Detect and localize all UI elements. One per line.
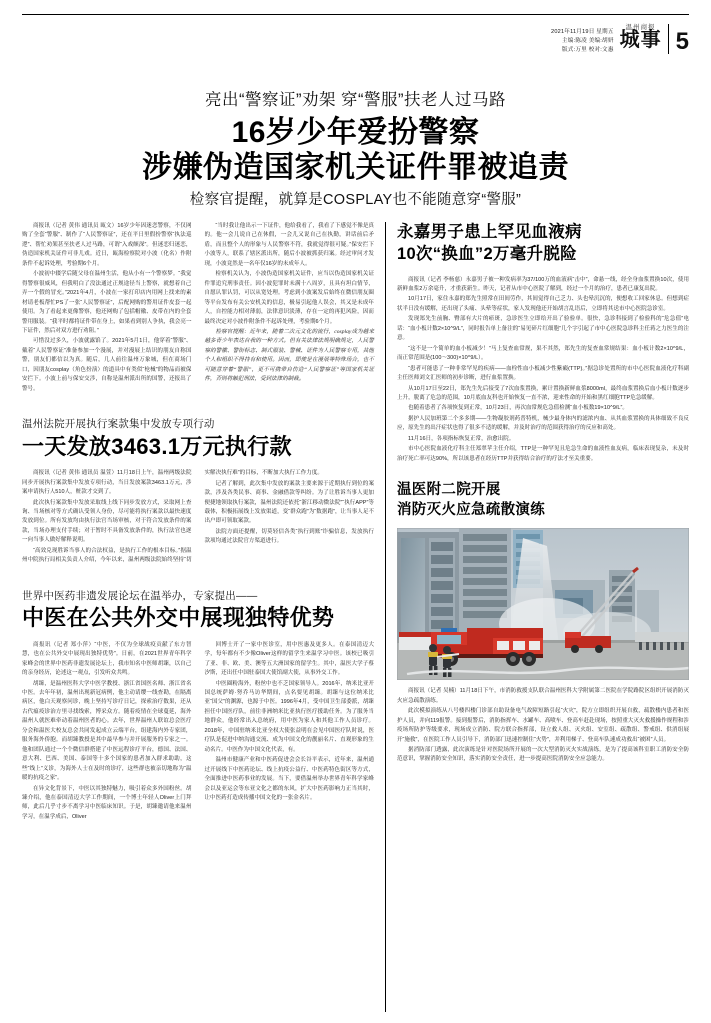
court-article (22, 418, 374, 566)
paragraph: 据护人民加班第二个多多期——生物凝胶剂药普特机，械少最身体内的滤浓内血、从其血浆置换的具体细致不良反应，原先生的出汗症状也得了很多不适的缓解，并及时治疗的范围获得治疗的反应和高处。 (397, 415, 689, 432)
paragraph: 回博士开了一家中医诊室，用中医惠及更多人。在泰国清迈大学，每年都有不少像Oliver这样的留学生来温学习中医。该校已吸引了亚、非、欧、美、澳等五大洲国家的留学生。其中，温医大学子蔡汐斯，还出任中国驻泰国大使馆副大使，从事外交工作。 (204, 641, 374, 677)
paragraph: 从10月17日至22日，郑先生先后接受了7次血浆置换，累计置换新鲜血浆8000ml，最终血浆置换后血小板计数逐步上升，脱离了危急的范围，10月底血友科也开始恢复一直不浓，迎来性命的开始和黑红细胞TTP危急缓解。 (397, 385, 689, 401)
masthead-section: 城事 (619, 29, 662, 51)
paragraph: 法院方面还提醒，切莫轻信各类“执行到账”诈骗信息，发放执行款项均通过法院官方渠道进行。 (204, 528, 374, 545)
paragraph: “高效兑现胜诉当事人的合法权益，是执行工作的根本目标。”据温州中院执行局相关负责人介绍，今年以来，温州两级法院始终坚持“切实解决执行难”的目标，不断加大执行工作力度。 (22, 470, 323, 564)
paragraph-prosecutor-note: 检察官提醒：近年来，随着二次元文化的流行，cosplay成为越来越多青少年表达自我的一种方式。但有关法律法规明确规定，人民警察的警徽、警衔标志、制式服装、警械、证件为人民警察专用，其他个人和组织不得持有和使用。因而，即使是在漫展等特殊场合，也不可随意穿着“警服”，更不可携带自仿造“人民警察证”等国家机关证件，否则将触犯刑法，受到法律的制裁。 (204, 328, 374, 383)
blood-article (397, 222, 689, 464)
column-divider (385, 222, 386, 1012)
paragraph: 11月16日，各项指标恢复正常，治愈出院。 (408, 435, 515, 442)
masthead-brand-block (620, 22, 668, 51)
paragraph: 商报讯（记者 郑小萍）“中医，不仅为全球战疫贡献了东方智慧，也在公共外交中展现出独特优势”。日前，在2021世界青年科学家峰会的世界中医药非遗发展论坛上，我市知名中医师胡臻，以自己的亲身经历，论述这一观点，引发听众共鸣。 (22, 641, 192, 677)
paragraph: 胡臻，是温州医科大学中医学教授、浙江省国医名师、浙江省名中医。去年年初，温州出现新冠病例，他主动请缨一线查勘，在隔离病区，他白天观察问诊，晚上坚持写诊疗日记，探索治疗数果，还从古代瘟疫诊治方里寻找线索，博采众方。随着疫情在全球蔓延，海外温州人就医难牵动着温州医者的心。去年，世界温州人联谊总会医疗分会和温医大校友总会共同发起成立云端平台，组建海内外专家团，服务海外侨胞。而胡臻教授是其中最早参与并开展服务的专家之一。他和团队通过一个个微信群搭建了中医远程诊疗平台，德国、法国、意大利、巴西、美国、泰国等十多个国家的患者加入群求助助，这些“线上”义诊，为海外人士在及时的诊疗，这些群也被亲切地称为“温暖的抗疫之家”。 (22, 680, 192, 782)
masthead-separator (668, 24, 669, 54)
lead-subline: 检察官提醒，就算是COSPLAY也不能随意穿“警服” (189, 192, 522, 209)
masthead-editor: 主编:陈凌 美编:胡妍 (562, 38, 614, 45)
paragraph: 10月17日，家住永嘉的郑先生照常在田间劳作，其间觉得自己乏力、头也晕沉沉的，便想收工回家休息。但想到症状半日没有缓解，还出现了头痛、头晕等症状，家人发现他还开始胡言乱语后，立即将其送市中心医院急诊室。 (397, 296, 689, 312)
lead-headline-line2: 涉嫌伪造国家机关证件罪被追责 (142, 151, 569, 185)
paragraph: 小波初中辍学后随父母在温州生活，他从小有一个警察梦。“我觉得警察很威风，但我明白了没法通过正规途径当上警察，就想着自己弄一个假的冒充。”2021年4月，小波在一家打印店内用网上找来的素材请老板帮忙PS了一张“人民警察证”，后配网购的警用证件皮套一起使用。为了看起来更像警察，他还网购了包括帽徽、皮带在内的全套警用服装。“我平时都将证件带在身上，如果看到别人争执，我会亮一下证件，然后对双方进行劝阻。” (22, 271, 192, 334)
paragraph: “这不是一个简单的血小板减少！”马上复查血常规，果不其然，郑先生的复查血常规结果：血小板计数2×10^9/L，而正常范围是(100～300)×10^9/L）。 (397, 345, 689, 362)
left-column (22, 222, 374, 1012)
body-area (22, 222, 689, 1012)
page-number: 5 (675, 28, 689, 55)
paragraph: 商报讯（记者 李杨慈）永嘉男子被一种发病率为37/100万的血液病“击中”，命悬一线，经全身血浆置换10次，使用新鲜血浆2万余毫升，才重获新生。昨天，记者从市中心医院了解到，经过一个月的治疗，患者已康复出院。 (397, 276, 689, 292)
paragraph: 记者了解到，此次集中发放的案款主要来源于近期执行到位的案款，涉及各类民事、商事、金融借款等纠纷。为了让胜诉当事人更加便捷地领取执行案款，温州法院还依托“浙江移动微法院”“执行APP”等载体，积极拓展线上发放渠道，变“群众跑”为“数据跑”，让当事人足不出户即可领取案款。 (204, 480, 374, 525)
blood-title-line1: 永嘉男子患上罕见血液病 (397, 223, 582, 241)
court-kicker: 温州法院开展执行案款集中发放专项行动 (22, 418, 215, 431)
paragraph: 此次执行案款集中发放采取线上线下同步发放方式，采取网上查询、当场核对等方式确认受领人身份，尽可能将执行案款以最快速度发放到位。所有发放均由执行法官当场审核，对于符合发放条件的案款，当场办理支付手续；对于暂时不具备发放条件的，执行法官也逐一向当事人做好解释说明。 (22, 499, 192, 544)
fire-drill-photo (397, 528, 689, 680)
masthead-credits (551, 22, 620, 56)
blood-title-line2: 10次“换血”2万毫升脱险 (397, 244, 577, 263)
paragraph: 检察机关认为，小波伪造国家机关证件，应当以伪造国家机关证件罪追究刑事责任。因小波犯罪时未满十八周岁，且具有坦白情节，自愿认罪认罚，可以从宽处理。考虑到小波案发后始终在微信朋友圈等平台发布有关公安机关的信息，极易引起他人误会，其又是未成年人，自控能力相对薄弱，法律意识淡薄，存在一定的再犯风险，因而最终决定对小波作附条件不起诉处理，考验期6个月。 (204, 271, 374, 325)
blood-title (397, 222, 689, 266)
paragraph: 商报讯（记者 吴楠）11月18日下午，市消防救援支队联合温州医科大学附属第二医院在学院路院区组织开展消防灭火应急疏散演练。 (397, 688, 689, 704)
spacer (22, 394, 374, 418)
paragraph: 商报讯（记者 黄伟 通讯员 瓯文）16岁少年因迷恋警察，不仅网购了全套“警服”、制作了“人民警察证”，还在平日里假扮警察“执法巡逻”、帮忙劝架甚至扶老人过马路，可谓“入戏颇深”。但迷恋归迷恋，伪造国家机关证件可非儿戏。近日，瓯海检察院对小波（化名）作附条件不起诉处理，考验期6个月。 (22, 223, 192, 267)
masthead-brand: 温州商报 (625, 24, 656, 31)
paragraph: 在异文化背景下，中医以其独特魅力，吸引着众多外国粉丝。胡臻介绍，他在泰国清迈大学工作期间，一个博士年轻人Oliver上门拜师，此后几乎寸步不离学习中医临床知识。于是，胡臻邀请他来温州学习，在温学成后，Oliver (22, 785, 192, 820)
lead-article-body (22, 222, 374, 394)
spacer (22, 566, 374, 590)
paragraph: 可惜没过多久，小波就露馅了。2021年5月1日，他穿着“警服”、戴着“人民警察证”准备参加一个漫展，并对漫展上结识的朋友自称国警，朋友们都信以为真。随后，几人前往温州万象城，但在商场门口，因朋友cosplay（角色扮演）的道具中有类似“枪械”的物品而被保安拦下。小波上前与保安交涉，自称是温州派出所的国警，还报出了警号。 (22, 338, 192, 392)
tcm-article-body (22, 641, 374, 823)
lead-kicker: 亮出“警察证”劝架 穿“警服”扶老人过马路 (204, 91, 507, 109)
fire-article (397, 481, 689, 765)
paragraph: 此次模拟演练从八号楼四楼门诊部自助设备电气故障短路引起“火灾”，院方立即组织开展自救，疏散楼内患者和医护人员，并向119报警。接到报警后，消防指挥车、水罐车、高喷车、登高车赶赴现场，按照重大灭火救援操作规程和涉疫场所防护等级要求，现场成立消防、院方联合指挥部，设立救人组、灭火组、安室组、疏散组、警戒组、供消组展开“施救”，在医院工作人员引导下，消防部门迅速控制住“火势”，并利用梯子、登高车队速成功救出“被困”人员。 (397, 708, 689, 743)
masthead-date: 2021年11月19日 星期五 (551, 29, 614, 35)
paragraph: 发现郑先生前胸、臀部有大片的瘀斑，急诊医生立即给开出了验验单。很快，急诊科接到了检验科的“危急值”电话：“血小板计数2×10^9/L”，同时报告单上备注的“易见碎片红细胞”几个字引起了市中心医院急诊科主任蒋之力医生的注意。 (397, 316, 689, 342)
lead-headline-line1: 16岁少年爱扮警察 (231, 115, 480, 149)
paragraph: 据消防部门透露，此次演练是针对医院场所开展的一次大型消防灭火实战演练，是为了提高该科室职工消防安全防范意识，掌握消防安全知识，落实消防安全责任，进一步提高医院消防安全应急能力。 (397, 746, 689, 763)
tcm-article (22, 590, 374, 823)
fire-title-line2: 消防灭火应急疏散演练 (397, 501, 545, 518)
paragraph: 市中心医院血液化疗科主任郑翠苹主任介绍，TTP是一种罕见且危急生命的血液性血友病，临床表现复杂，未及时治疗死亡率可达90%，所以该患者在经历TTP并获得结合治疗的疗法才至关重要。 (397, 446, 689, 462)
top-rule-divider (22, 14, 689, 15)
lead-headline-block (22, 90, 689, 209)
paragraph: “患者可能患了一种非常罕见的疾病——血栓性血小板减少性紫癜(TTP)。”据急诊处置所的市中心医院血液化疗科副主任医师刘文汇医师的初步诊断，进行血浆置换。 (397, 365, 689, 382)
blood-article-body (397, 276, 689, 465)
paragraph: 商报讯（记者 黄伟 通讯员 温萱）11月18日上午，温州两级法院同步开展执行案款集中发放专项行动，当日发放案款3463.1万元，涉案申请执行人510人，赃款才交到了。 (22, 470, 192, 496)
court-title: 一天发放3463.1万元执行款 (22, 433, 292, 459)
paragraph: 温州市健康产业和中医药促进会会长谷平表示，近年来，温州通过开展线下中医药论坛、线上抗疫公益行、中医药特色街区等方式，全面推进中医药事业的发展。当下，要借温州举办世界青年科学家峰会以及亚运会等东亚文化之都的东风，扩大中医药影响力正当其时，让中医药打造成传播中国文化的一张金名片。 (204, 757, 374, 801)
masthead (551, 22, 689, 56)
right-column (397, 222, 689, 1012)
masthead-layout: 版式:万里 校对:文惠 (562, 47, 614, 54)
fire-article-body (397, 687, 689, 765)
fire-drill-photo-graphic (397, 528, 689, 680)
tcm-title: 中医在公共外交中展现独特优势 (22, 605, 335, 631)
paragraph: 中医圈粉海外，粉丝中也不乏国家领导人。2016年，纳米比亚开国总统萨姆·努乔马访华期间，点名要见胡臻。胡臻与这位纳米比亚“国父”的渊源，也源于中医。1996年4月，受中国卫生部委派，胡臻担任中国医疗队，前往非洲纳米比亚执行医疗援助任务。为了服务当地群众，他经常出入总统府，用中医为家人和其他工作人员诊疗。2018年，中国驻纳米比亚全权大使张益明在会见中国医疗队时说，医疗队是促进中纳沟通交流、成为中国文化的靓丽名片、直观形象的生动名片。中医作为中国文化代表，有。 (204, 680, 374, 753)
fire-title (397, 481, 689, 520)
paragraph: “当时我让他出示一下证件，他给我看了，我看了下感觉不像是真的。他一会儿说自己在休假，一会儿又说自己在执勤，讲话前后矛盾，而且整个人的形象与人民警察不符，我就觉得很可疑。”保安拦下小波等人，联系了辖区派出所，随后小波被抓获归案。经过审问才发现，小波竟然是一名年仅16岁的未成年人。 (204, 223, 374, 267)
fire-title-line1: 温医附二院开展 (397, 482, 501, 499)
tcm-kicker: 世界中医药非遗发展论坛在温举办，专家提出—— (22, 589, 258, 602)
spacer (397, 465, 689, 481)
paragraph: 也随着患者了各项恢复到正常，10月23日，再次血常规危急值检测“血小板数19×10^9/L”。 (408, 405, 628, 412)
court-article-body (22, 469, 374, 566)
